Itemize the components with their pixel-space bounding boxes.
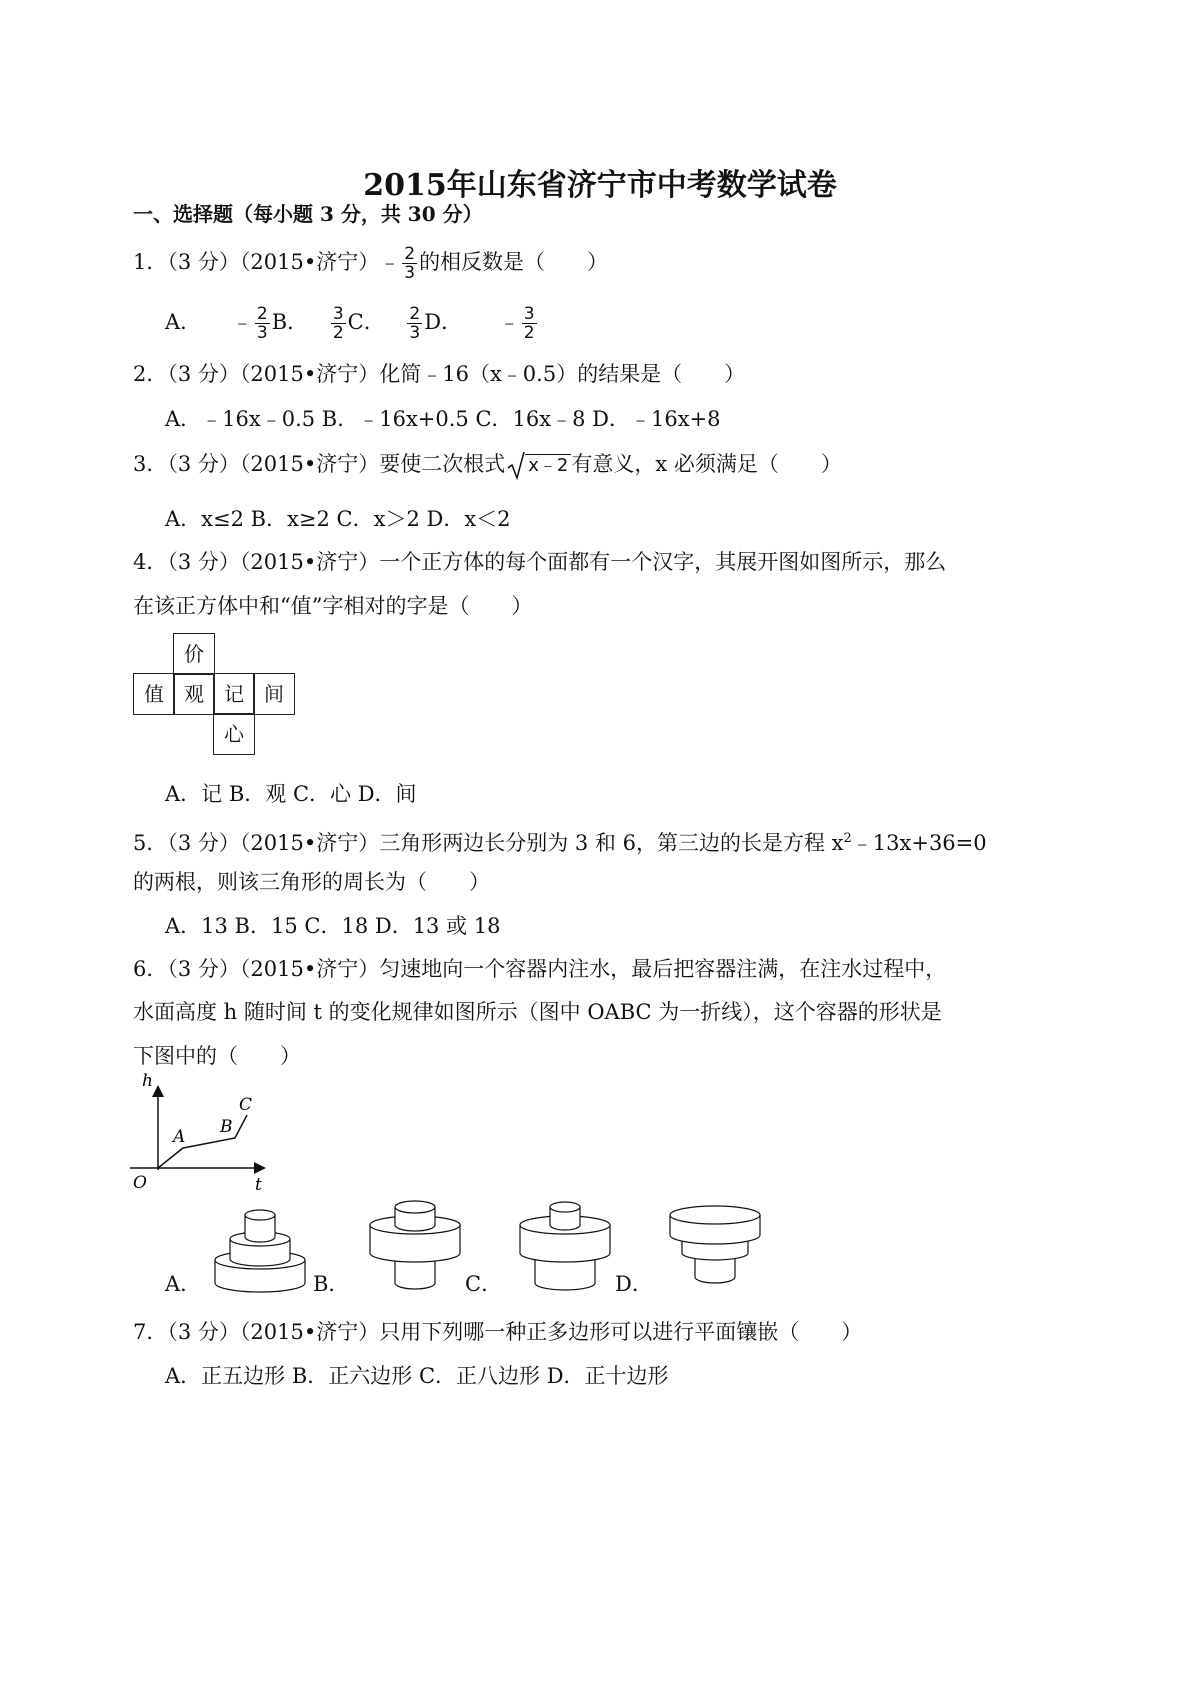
q1-opt-a-label: A． <box>165 310 202 334</box>
question-6-line1: 6．（3 分）（2015•济宁）匀速地向一个容器内注水，最后把容器注满，在注水过程中， <box>133 957 947 981</box>
q1-opt-a-frac: $\frac{2}{3}$ <box>256 304 268 343</box>
question-5-line1: 5．（3 分）（2015•济宁）三角形两边长分别为 3 和 6，第三边的长是方程 $x^2﹣13x+36=0$ <box>133 831 987 855</box>
q6-opt-a-label: A． <box>165 1272 202 1296</box>
container-a <box>210 1195 310 1295</box>
net-cell-1: 值 <box>133 673 175 715</box>
point-b-label: B <box>220 1117 233 1137</box>
q1-options: A． ﹣ $\frac{2}{3}$ B． $\frac{3}{2}$ C． $\frac{2}{3}$ D． ﹣ $\frac{3}{2}$ <box>165 304 535 343</box>
q1-opt-c-frac: $\frac{2}{3}$ <box>409 304 421 343</box>
t-label: t <box>255 1175 262 1195</box>
question-4-line2: 在该正方体中和“值”字相对的字是（ ） <box>133 594 533 618</box>
q1-fraction: $\frac{2}{3}$ <box>404 244 416 283</box>
q3-options: A．x≤2 B．x≥2 C．x＞2 D．x＜2 <box>165 507 511 531</box>
h-label: h <box>142 1071 153 1091</box>
q1-opt-b-frac: $\frac{3}{2}$ <box>332 304 344 343</box>
point-a-label: A <box>173 1127 186 1147</box>
q1-opt-b-label: B． <box>271 310 309 334</box>
q1-opt-d-frac: $\frac{3}{2}$ <box>523 304 535 343</box>
net-cell-top: 价 <box>173 633 215 675</box>
question-6-line3: 下图中的（ ） <box>133 1044 301 1068</box>
question-4-line1: 4．（3 分）（2015•济宁）一个正方体的每个面都有一个汉字，其展开图如图所示，那么 <box>133 550 947 574</box>
net-cell-4: 间 <box>253 673 295 715</box>
q6-opt-d-label: D． <box>615 1272 653 1296</box>
q4-options: A．记 B．观 C．心 D．间 <box>165 782 417 806</box>
q1-opt-d-label: D． <box>424 310 463 334</box>
exam-title: 2015年山东省济宁市中考数学试卷 <box>363 168 837 203</box>
q1-stem-a: 1．（3 分）（2015•济宁）﹣ <box>133 250 401 274</box>
net-cell-3: 记 <box>213 673 255 715</box>
q3-radical: x﹣2 <box>507 452 571 480</box>
question-1 <box>133 245 608 282</box>
origin-label: O <box>133 1173 147 1193</box>
q6-opt-c-label: C． <box>465 1272 503 1296</box>
q7-options: A．正五边形 B．正六边形 C．正八边形 D．正十边形 <box>165 1364 669 1388</box>
q2-options: A．﹣16x﹣0.5 B．﹣16x+0.5 C．16x﹣8 D．﹣16x+8 <box>165 407 721 431</box>
question-3: 3．（3 分）（2015•济宁）要使二次根式 x﹣2 有意义，x 必须满足（ ） <box>133 450 842 480</box>
container-b <box>365 1195 465 1295</box>
water-level-graph <box>125 1070 275 1195</box>
net-cell-bottom: 心 <box>213 713 255 755</box>
container-d <box>665 1195 765 1295</box>
point-c-label: C <box>239 1095 253 1115</box>
q6-opt-b-label: B． <box>313 1272 350 1296</box>
q5-options: A．13 B．15 C．18 D．13 或 18 <box>165 914 501 938</box>
net-cell-2: 观 <box>173 673 215 715</box>
question-7: 7．（3 分）（2015•济宁）只用下列哪一种正多边形可以进行平面镶嵌（ ） <box>133 1320 863 1344</box>
q1-opt-c-label: C． <box>347 310 385 334</box>
question-2: 2．（3 分）（2015•济宁）化简﹣16（x﹣0.5）的结果是（ ） <box>133 362 746 386</box>
question-6-line2: 水面高度 h 随时间 t 的变化规律如图所示（图中 OABC 为一折线），这个容器的形状是 <box>133 1000 942 1024</box>
q1-stem-b: 的相反数是（ ） <box>419 250 609 274</box>
question-5-line2: 的两根，则该三角形的周长为（ ） <box>133 870 490 894</box>
container-c <box>515 1195 615 1295</box>
oabc-polyline <box>158 1115 247 1168</box>
section-heading: 一、选择题（每小题 3 分，共 30 分） <box>133 202 483 226</box>
